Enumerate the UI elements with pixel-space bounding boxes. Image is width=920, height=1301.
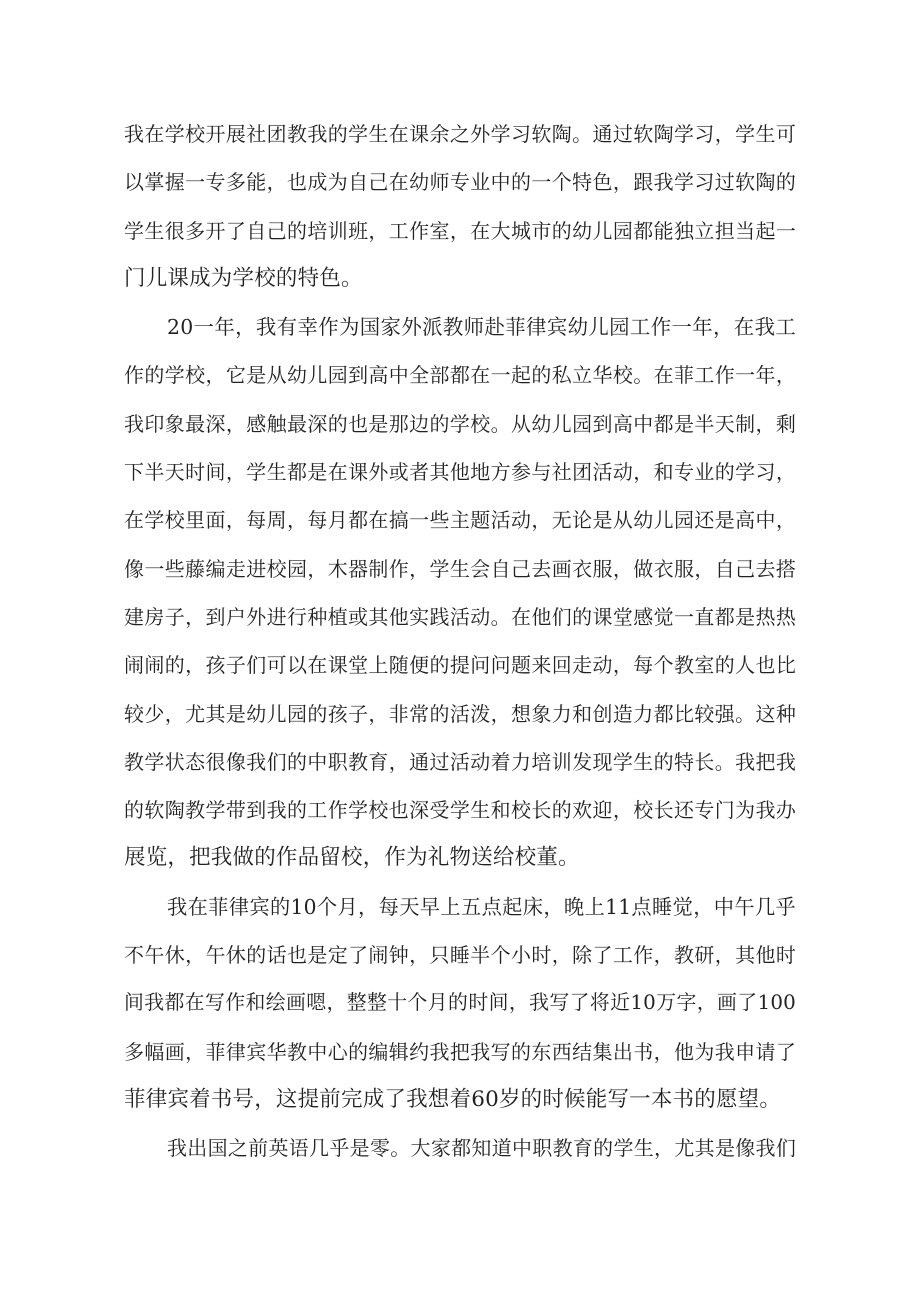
text-line: 我在菲律宾的10个月，每天早上五点起床，晚上11点睡觉，中午几乎 bbox=[167, 894, 796, 919]
text-line: 较少，尤其是幼儿园的孩子，非常的活泼，想象力和创造力都比较强。这种 bbox=[124, 701, 796, 726]
paragraph-3 bbox=[124, 883, 796, 1124]
paragraph-4 bbox=[124, 1124, 796, 1172]
text-line: 建房子，到户外进行种植或其他实践活动。在他们的课堂感觉一直都是热热 bbox=[124, 604, 796, 629]
text-line: 我在学校开展社团教我的学生在课余之外学习软陶。通过软陶学习，学生可 bbox=[124, 122, 796, 146]
text-line: 教学状态很像我们的中职教育，通过活动着力培训发现学生的特长。我把我 bbox=[124, 749, 796, 774]
text-line: 不午休，午休的话也是定了闹钟，只睡半个小时，除了工作，教研，其他时 bbox=[124, 943, 796, 968]
text-line: 我印象最深，感触最深的也是那边的学校。从幼儿园到高中都是半天制，剩 bbox=[124, 411, 796, 436]
paragraph-2 bbox=[124, 303, 796, 883]
text-line: 多幅画，菲律宾华教中心的编辑约我把我写的东西结集出书，他为我申请了 bbox=[124, 1039, 796, 1064]
text-line: 下半天时间，学生都是在课外或者其他地方参与社团活动，和专业的学习， bbox=[124, 460, 796, 485]
text-line: 闹闹的，孩子们可以在课堂上随便的提问问题来回走动，每个教室的人也比 bbox=[124, 653, 796, 678]
text-line: 我出国之前英语几乎是零。大家都知道中职教育的学生，尤其是像我们 bbox=[167, 1136, 796, 1161]
text-line: 菲律宾着书号，这提前完成了我想着60岁的时候能写一本书的愿望。 bbox=[124, 1086, 782, 1112]
text-line: 的软陶教学带到我的工作学校也深受学生和校长的欢迎，校长还专门为我办 bbox=[124, 798, 796, 823]
text-line: 作的学校，它是从幼儿园到高中全部都在一起的私立华校。在菲工作一年， bbox=[124, 363, 796, 388]
text-line: 在学校里面，每周，每月都在搞一些主题活动，无论是从幼儿园还是高中， bbox=[124, 508, 796, 533]
paragraph-1 bbox=[124, 110, 796, 303]
body-text bbox=[124, 110, 796, 1173]
text-line: 学生很多开了自己的培训班，工作室，在大城市的幼儿园都能独立担当起一 bbox=[124, 218, 796, 243]
text-line: 20一年，我有幸作为国家外派教师赴菲律宾幼儿园工作一年，在我工 bbox=[167, 315, 796, 340]
text-line: 像一些藤编走进校园，木器制作，学生会自己去画衣服，做衣服，自己去搭 bbox=[124, 556, 796, 581]
text-line: 间我都在写作和绘画嗯，整整十个月的时间，我写了将近10万字，画了100 bbox=[124, 991, 796, 1015]
text-line: 展览，把我做的作品留校，作为礼物送给校董。 bbox=[124, 845, 580, 871]
text-line: 以掌握一专多能，也成为自己在幼师专业中的一个特色，跟我学习过软陶的 bbox=[124, 170, 796, 195]
text-line: 门儿课成为学校的特色。 bbox=[124, 265, 363, 291]
